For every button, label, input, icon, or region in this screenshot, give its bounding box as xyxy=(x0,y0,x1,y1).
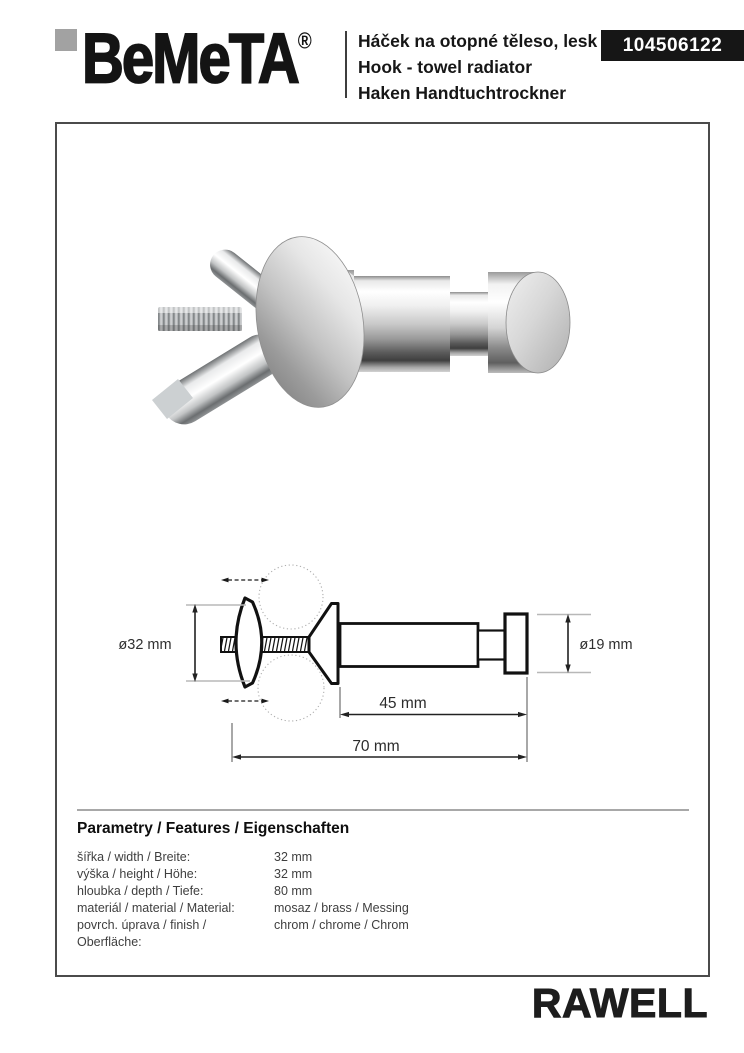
product-title-de: Haken Handtuchtrockner xyxy=(358,83,567,103)
param-label-depth: hloubka / depth / Tiefe: xyxy=(77,884,204,898)
product-title-en: Hook - towel radiator xyxy=(358,57,533,77)
drawing-threaded-rod xyxy=(221,637,309,652)
photo-cylinder-body xyxy=(350,276,450,372)
table-row xyxy=(77,849,409,866)
drawing-flange-cone xyxy=(309,604,338,684)
dimension-70mm xyxy=(232,723,527,762)
table-row xyxy=(77,883,409,900)
drawing-clamp-crescent xyxy=(236,598,262,687)
table-row xyxy=(77,900,409,917)
product-photo-chrome-hook xyxy=(148,218,578,438)
param-value-width: 32 mm xyxy=(274,850,313,864)
product-titles xyxy=(358,28,597,106)
header-divider xyxy=(345,31,347,98)
dimension-label-70mm: 70 mm xyxy=(352,738,400,755)
drawing-dashed-arrow-bottom xyxy=(221,699,269,704)
param-value-depth: 80 mm xyxy=(274,884,313,898)
drawing-pipe-circle-top xyxy=(259,565,323,629)
drawing-neck xyxy=(478,631,505,660)
logo-square-icon xyxy=(55,29,77,51)
parameters-separator-line xyxy=(77,809,689,811)
table-row xyxy=(77,866,409,883)
product-code-badge xyxy=(601,30,744,61)
dimension-diameter-19 xyxy=(537,614,633,673)
param-value-finish: chrom / chrome / Chrom xyxy=(274,918,409,932)
parameters-heading: Parametry / Features / Eigenschaften xyxy=(77,820,350,837)
photo-flange-disc xyxy=(244,229,376,415)
technical-drawing xyxy=(100,555,650,775)
rawell-brand: RAWELL xyxy=(531,980,708,1026)
photo-threaded-rod xyxy=(158,307,242,331)
brand-logo xyxy=(82,18,312,100)
param-value-height: 32 mm xyxy=(274,867,313,881)
photo-end-cap xyxy=(488,272,570,373)
param-value-material: mosaz / brass / Messing xyxy=(274,901,409,915)
registered-trademark-symbol: ® xyxy=(297,28,312,55)
photo-neck-groove xyxy=(450,292,492,356)
dimension-label-diameter-19: ø19 mm xyxy=(579,637,633,653)
product-title-cs: Háček na otopné těleso, lesk xyxy=(358,31,598,51)
param-label-material: materiál / material / Material: xyxy=(77,901,235,915)
drawing-cylinder xyxy=(340,624,478,667)
param-label-finish: povrch. úprava / finish / Oberfläche: xyxy=(77,918,207,949)
param-label-height: výška / height / Höhe: xyxy=(77,867,198,881)
drawing-end-cap xyxy=(505,614,527,673)
dimension-label-45mm: 45 mm xyxy=(379,695,427,712)
dimension-label-diameter-32: ø32 mm xyxy=(118,637,172,653)
table-row xyxy=(77,917,409,951)
parameters-table xyxy=(77,849,409,951)
drawing-dashed-arrow-top xyxy=(221,578,269,583)
drawing-pipe-circle-bottom xyxy=(258,655,324,721)
product-code: 104506122 xyxy=(622,34,723,56)
param-label-width: šířka / width / Breite: xyxy=(77,850,191,864)
brand-logo-text: BeMeTA xyxy=(82,19,298,99)
